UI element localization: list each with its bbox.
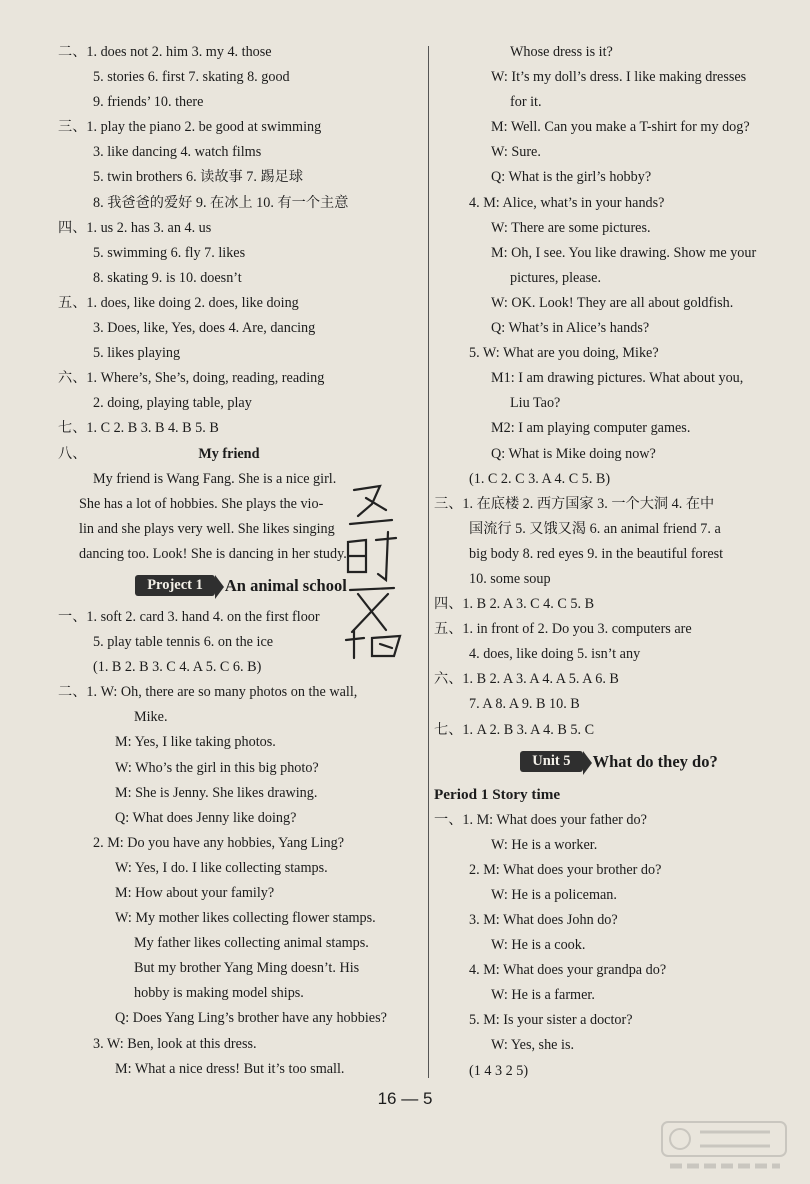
answer-text: 5. W: What are you doing, Mike? xyxy=(469,345,659,362)
answer-line xyxy=(434,316,804,341)
answer-text: W: There are some pictures. xyxy=(491,219,651,236)
answer-line xyxy=(58,216,424,241)
answer-text: for it. xyxy=(510,94,542,111)
answer-text: dancing too. Look! She is dancing in her study. xyxy=(79,545,347,562)
answer-text: (1 4 3 2 5) xyxy=(469,1062,529,1079)
answer-line xyxy=(434,642,804,667)
answer-line xyxy=(434,567,804,592)
answer-line xyxy=(434,858,804,883)
answer-line xyxy=(434,115,804,140)
answer-line xyxy=(434,883,804,908)
answer-line xyxy=(58,366,424,391)
answer-line xyxy=(434,542,804,567)
section-tag: Unit 5 xyxy=(520,751,582,772)
answer-line xyxy=(434,442,804,467)
answer-line xyxy=(434,266,804,291)
answer-line xyxy=(58,241,424,266)
answer-line xyxy=(58,291,424,316)
answer-text: 七、1. C 2. B 3. B 4. B 5. B xyxy=(58,420,219,437)
answer-line xyxy=(58,316,424,341)
right-column xyxy=(434,40,804,1084)
answer-line xyxy=(434,191,804,216)
answer-line xyxy=(58,680,424,705)
answer-text: She has a lot of hobbies. She plays the vio- xyxy=(79,495,324,512)
answer-line xyxy=(58,730,424,755)
answer-line xyxy=(434,958,804,983)
answer-text: M: Yes, I like taking photos. xyxy=(115,734,276,751)
answer-text: 5. stories 6. first 7. skating 8. good xyxy=(93,69,290,86)
answer-line xyxy=(434,140,804,165)
answer-line xyxy=(58,906,424,931)
section-banner xyxy=(434,746,804,778)
answer-text: But my brother Yang Ming doesn’t. His xyxy=(134,960,360,977)
watermark-logo xyxy=(660,1118,790,1176)
answer-text: 10. some soup xyxy=(469,570,551,587)
answer-text: W: Yes, she is. xyxy=(491,1037,575,1054)
answer-text: (1. B 2. B 3. C 4. A 5. C 6. B) xyxy=(93,659,262,676)
answer-line xyxy=(58,806,424,831)
answer-text: big body 8. red eyes 9. in the beautiful forest xyxy=(469,545,724,562)
answer-text: 七、1. A 2. B 3. A 4. B 5. C xyxy=(434,721,595,738)
answer-text: 一、1. soft 2. card 3. hand 4. on the first floor xyxy=(58,608,320,625)
answer-text: M: What a nice dress! But it’s too small. xyxy=(115,1060,345,1077)
answer-line xyxy=(58,856,424,881)
answer-line xyxy=(434,291,804,316)
answer-line xyxy=(434,90,804,115)
answer-text: 国流行 5. 又饿又渴 6. an animal friend 7. a xyxy=(469,520,721,537)
answer-line xyxy=(434,1033,804,1058)
answer-text: 4. M: Alice, what’s in your hands? xyxy=(469,194,665,211)
answer-line xyxy=(434,933,804,958)
section-title: What do they do? xyxy=(592,751,718,771)
answer-text: M: Well. Can you make a T-shirt for my dog? xyxy=(491,119,750,136)
answer-text: Whose dress is it? xyxy=(510,44,613,60)
section-title: An animal school xyxy=(224,575,347,595)
section-tag: Project 1 xyxy=(135,575,215,596)
answer-line xyxy=(434,341,804,366)
answer-text: 六、1. Where’s, She’s, doing, reading, reading xyxy=(58,370,325,387)
answer-text: W: He is a policeman. xyxy=(491,886,617,903)
answer-text: pictures, please. xyxy=(510,269,601,286)
answer-line xyxy=(58,705,424,730)
answer-line xyxy=(434,216,804,241)
answer-line xyxy=(58,881,424,906)
answer-line xyxy=(58,90,424,115)
answer-text: Q: What does Jenny like doing? xyxy=(115,809,297,826)
answer-text: hobby is making model ships. xyxy=(134,985,304,1002)
answer-text: 一、1. M: What does your father do? xyxy=(434,811,647,828)
answer-line xyxy=(434,833,804,858)
period-heading: Period 1 Story time xyxy=(434,785,561,803)
answer-text: 六、1. B 2. A 3. A 4. A 5. A 6. B xyxy=(434,671,619,688)
answer-text: Q: Does Yang Ling’s brother have any hobbies? xyxy=(115,1010,387,1027)
answer-text: 3. M: What does John do? xyxy=(469,912,618,928)
answer-text: lin and she plays very well. She likes singing xyxy=(79,520,335,537)
answer-text: 3. Does, like, Yes, does 4. Are, dancing xyxy=(93,320,316,337)
answer-text: 8. skating 9. is 10. doesn’t xyxy=(93,269,242,286)
answer-line xyxy=(434,517,804,542)
answer-text: M2: I am playing computer games. xyxy=(491,420,691,437)
answer-text: W: My mother likes collecting flower stamps. xyxy=(115,910,376,927)
answer-line xyxy=(434,492,804,517)
answer-text: 4. M: What does your grandpa do? xyxy=(469,962,667,979)
answer-line xyxy=(58,1006,424,1031)
answer-line xyxy=(434,718,804,743)
answer-text: 4. does, like doing 5. isn’t any xyxy=(469,646,641,663)
answer-line xyxy=(58,191,424,216)
answer-line xyxy=(434,692,804,717)
answer-text: (1. C 2. C 3. A 4. C 5. B) xyxy=(469,470,611,487)
answer-line xyxy=(434,983,804,1008)
answer-line xyxy=(58,756,424,781)
answer-text: W: It’s my doll’s dress. I like making dresses xyxy=(491,69,747,86)
answer-line xyxy=(58,1032,424,1057)
answer-text: Q: What’s in Alice’s hands? xyxy=(491,320,650,337)
answer-line xyxy=(434,65,804,90)
answer-text: 5. likes playing xyxy=(93,345,181,362)
answer-line xyxy=(58,781,424,806)
answer-text: W: He is a cook. xyxy=(491,937,586,954)
answer-line xyxy=(58,831,424,856)
answer-text: 5. swimming 6. fly 7. likes xyxy=(93,244,246,261)
answer-line xyxy=(58,115,424,140)
answer-text: Liu Tao? xyxy=(510,395,561,412)
answer-line xyxy=(58,931,424,956)
answer-line xyxy=(434,667,804,692)
answer-line xyxy=(434,592,804,617)
answer-line xyxy=(58,65,424,90)
answer-line xyxy=(434,40,804,65)
answer-text: 2. M: Do you have any hobbies, Yang Ling? xyxy=(93,834,345,851)
answer-line xyxy=(434,416,804,441)
answer-text: 3. W: Ben, look at this dress. xyxy=(93,1035,257,1052)
answer-line xyxy=(434,617,804,642)
answer-text: 三、1. play the piano 2. be good at swimming xyxy=(58,119,322,136)
answer-text: 2. doing, playing table, play xyxy=(93,395,252,412)
handwriting-scribble xyxy=(336,480,416,660)
answer-text: W: He is a farmer. xyxy=(491,987,595,1004)
answer-text: W: Who’s the girl in this big photo? xyxy=(115,759,319,776)
answer-line xyxy=(434,165,804,190)
answer-text: M1: I am drawing pictures. What about you, xyxy=(491,370,744,387)
essay-title: My friend xyxy=(198,445,260,462)
answer-text: M: Oh, I see. You like drawing. Show me your xyxy=(491,244,757,261)
answer-text: Q: What is Mike doing now? xyxy=(491,445,656,462)
answer-line xyxy=(434,1008,804,1033)
answer-text: 2. M: What does your brother do? xyxy=(469,861,662,878)
answer-text: My father likes collecting animal stamps. xyxy=(134,935,369,952)
answer-text: 五、1. in front of 2. Do you 3. computers are xyxy=(434,621,692,638)
answer-line xyxy=(58,341,424,366)
answer-text: W: He is a worker. xyxy=(491,836,598,853)
answer-text: Q: What is the girl’s hobby? xyxy=(491,169,652,186)
answer-line xyxy=(58,442,424,467)
answer-text: 5. twin brothers 6. 读故事 7. 踢足球 xyxy=(93,169,304,186)
answer-line xyxy=(58,956,424,981)
answer-text: Mike. xyxy=(134,709,168,726)
answer-text: M: How about your family? xyxy=(115,885,275,901)
answer-line xyxy=(58,981,424,1006)
answer-line xyxy=(434,467,804,492)
answer-text: M: She is Jenny. She likes drawing. xyxy=(115,784,318,801)
answer-line xyxy=(434,241,804,266)
answer-line xyxy=(58,266,424,291)
column-divider xyxy=(428,46,429,1078)
answer-line xyxy=(58,165,424,190)
answer-text: My friend is Wang Fang. She is a nice girl. xyxy=(93,470,337,487)
answer-text: W: Yes, I do. I like collecting stamps. xyxy=(115,859,328,876)
answer-text: 八、 xyxy=(58,445,87,462)
answer-text: 8. 我爸爸的爱好 9. 在冰上 10. 有一个主意 xyxy=(93,194,349,211)
answer-text: 四、1. B 2. A 3. C 4. C 5. B xyxy=(434,596,595,613)
answer-line xyxy=(58,1057,424,1082)
answer-line xyxy=(58,140,424,165)
answer-text: 5. M: Is your sister a doctor? xyxy=(469,1012,633,1029)
answer-line xyxy=(58,40,424,65)
answer-line xyxy=(58,391,424,416)
answer-line xyxy=(58,416,424,441)
answer-text: W: Sure. xyxy=(491,144,541,161)
answer-line xyxy=(434,908,804,933)
answer-text: 9. friends’ 10. there xyxy=(93,94,204,111)
page-number: 16 — 5 xyxy=(377,1089,433,1108)
answer-line xyxy=(434,1059,804,1084)
answer-text: 二、1. W: Oh, there are so many photos on the wall, xyxy=(58,684,358,701)
answer-text: 三、1. 在底楼 2. 西方国家 3. 一个大洞 4. 在中 xyxy=(434,495,715,512)
answer-text: 五、1. does, like doing 2. does, like doing xyxy=(58,294,299,311)
answer-text: 四、1. us 2. has 3. an 4. us xyxy=(58,219,212,236)
answer-text: 7. A 8. A 9. B 10. B xyxy=(469,696,580,713)
answer-text: W: OK. Look! They are all about goldfish. xyxy=(491,294,734,311)
answer-text: 3. like dancing 4. watch films xyxy=(93,144,262,161)
answer-text: 二、1. does not 2. him 3. my 4. those xyxy=(58,44,272,60)
answer-line xyxy=(434,808,804,833)
answer-line xyxy=(434,366,804,391)
answer-text: 5. play table tennis 6. on the ice xyxy=(93,634,274,651)
answer-line xyxy=(434,391,804,416)
